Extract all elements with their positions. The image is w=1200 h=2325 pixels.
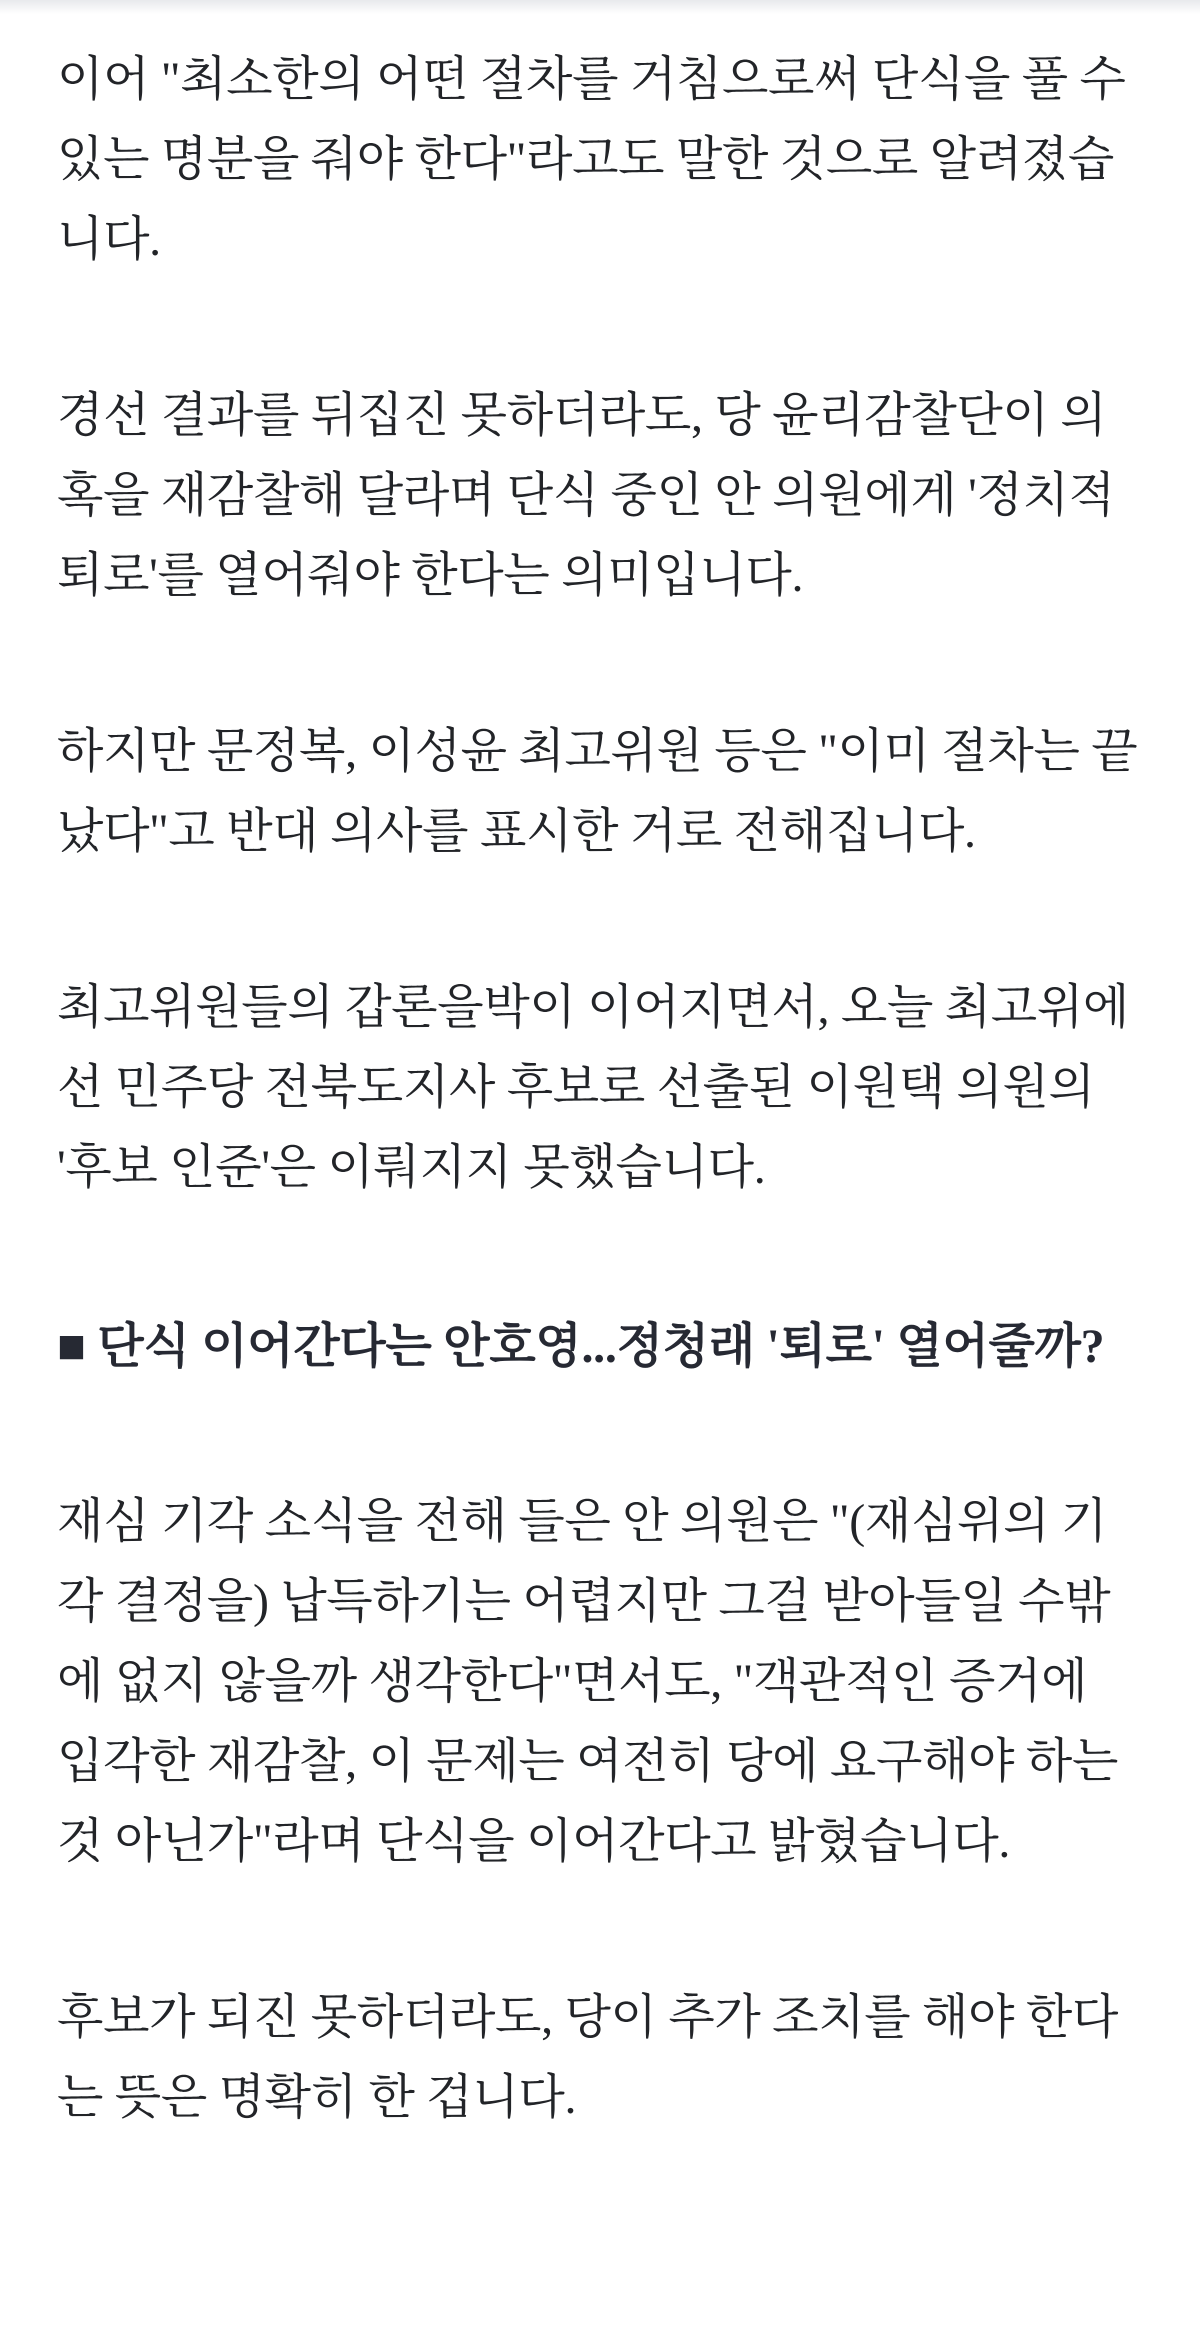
article-paragraph: 이어 "최소한의 어떤 절차를 거침으로써 단식을 풀 수 있는 명분을 줘야 한다"라고도 말한 것으로 알려졌습니다. <box>57 53 1126 266</box>
article-body <box>0 14 1200 2138</box>
article-paragraph: 재심 기각 소식을 전해 들은 안 의원은 "(재심위의 기각 결정을) 납득하기는 어렵지만 그걸 받아들일 수밖에 없지 않을까 생각한다"면서도, "객관적인 증거에 입각한 재감찰, 이 문제는 여전히 당에 요구해야 하는 것 아닌가"라며 단식을 이어간다고 밝혔습니다. <box>57 1495 1119 1868</box>
article-paragraph: 경선 결과를 뒤집진 못하더라도, 당 윤리감찰단이 의혹을 재감찰해 달라며 단식 중인 안 의원에게 '정치적 퇴로'를 열어줘야 한다는 의미입니다. <box>57 389 1115 602</box>
article-paragraph: 하지만 문정복, 이성윤 최고위원 등은 "이미 절차는 끝났다"고 반대 의사를 표시한 거로 전해집니다. <box>57 725 1138 858</box>
article-paragraph: 후보가 되진 못하더라도, 당이 추가 조치를 해야 한다는 뜻은 명확히 한 겁니다. <box>57 1991 1119 2124</box>
article-paragraph: 최고위원들의 갑론을박이 이어지면서, 오늘 최고위에선 민주당 전북도지사 후보로 선출된 이원택 의원의 '후보 인준'은 이뤄지지 못했습니다. <box>57 981 1129 1194</box>
section-subheading: ■ 단식 이어간다는 안호영...정청래 '퇴로' 열어줄까? <box>57 1320 1105 1373</box>
top-shadow <box>0 0 1200 14</box>
